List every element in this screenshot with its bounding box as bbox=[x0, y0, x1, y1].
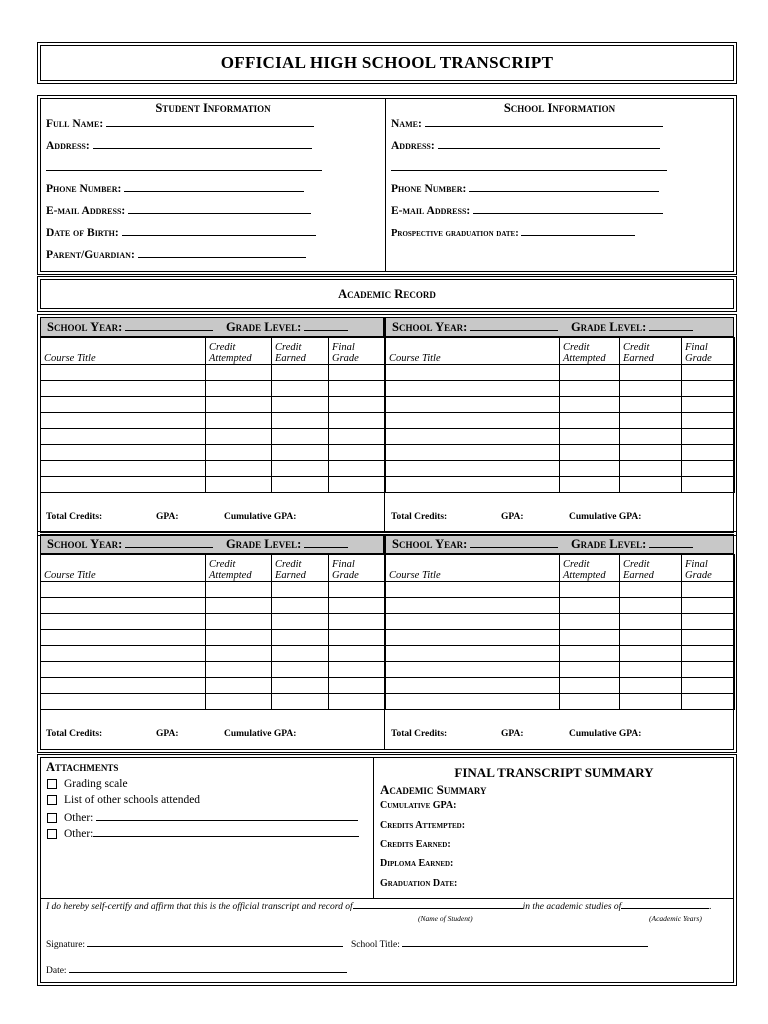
table-cell[interactable] bbox=[41, 646, 206, 662]
school-address-label: Address: bbox=[391, 138, 660, 152]
table-cell[interactable] bbox=[560, 662, 620, 678]
column-header: Credit Earned bbox=[272, 555, 329, 582]
table-row bbox=[41, 365, 385, 381]
table-row bbox=[41, 445, 385, 461]
table-row bbox=[386, 646, 735, 662]
column-header: Final Grade bbox=[682, 555, 735, 582]
table-cell[interactable] bbox=[272, 582, 329, 598]
table-cell[interactable] bbox=[206, 477, 272, 493]
school-phone-label: Phone Number: bbox=[391, 181, 659, 195]
table-row bbox=[41, 678, 385, 694]
total-credits-label: Total Credits: bbox=[391, 512, 448, 522]
checkbox-other-schools[interactable] bbox=[47, 795, 57, 805]
table-cell[interactable] bbox=[272, 630, 329, 646]
school-email-label: E-mail Address: bbox=[391, 203, 663, 217]
table-cell[interactable] bbox=[41, 694, 206, 710]
column-header: Credit Earned bbox=[620, 338, 682, 365]
table-cell[interactable] bbox=[41, 477, 206, 493]
table-cell[interactable] bbox=[206, 461, 272, 477]
table-row bbox=[41, 582, 385, 598]
table-cell[interactable] bbox=[682, 413, 735, 429]
column-header: Course Title bbox=[386, 555, 560, 582]
table-cell[interactable] bbox=[386, 630, 560, 646]
table-cell[interactable] bbox=[386, 646, 560, 662]
column-header: Credit Earned bbox=[620, 555, 682, 582]
table-cell[interactable] bbox=[620, 614, 682, 630]
table-cell[interactable] bbox=[329, 461, 385, 477]
table-cell[interactable] bbox=[560, 477, 620, 493]
table-cell[interactable] bbox=[682, 381, 735, 397]
parent-guardian-label: Parent/Guardian: bbox=[46, 247, 306, 261]
course-table-header bbox=[386, 555, 735, 582]
table-cell[interactable] bbox=[682, 582, 735, 598]
summary-cumulative-gpa: Cumulative GPA: bbox=[380, 800, 457, 811]
table-cell[interactable] bbox=[206, 614, 272, 630]
academic-years-note: (Academic Years) bbox=[649, 914, 702, 923]
table-row bbox=[41, 614, 385, 630]
table-row bbox=[41, 662, 385, 678]
table-cell[interactable] bbox=[560, 646, 620, 662]
table-cell[interactable] bbox=[620, 477, 682, 493]
table-row bbox=[386, 445, 735, 461]
table-cell[interactable] bbox=[620, 445, 682, 461]
table-cell[interactable] bbox=[41, 582, 206, 598]
checkbox-grading-scale[interactable] bbox=[47, 779, 57, 789]
table-row bbox=[386, 662, 735, 678]
table-cell[interactable] bbox=[560, 461, 620, 477]
school-address-line2 bbox=[391, 160, 667, 174]
course-table bbox=[385, 554, 735, 710]
summary-heading: FINAL TRANSCRIPT SUMMARY bbox=[454, 765, 654, 780]
certification-statement: I do hereby self-certify and affirm that this is the official transcript and record of in the academic studies of . bbox=[46, 902, 712, 912]
table-row bbox=[386, 429, 735, 445]
attachments-heading: Attachments bbox=[46, 760, 119, 774]
school-year-bar: School Year: Grade Level: bbox=[385, 534, 734, 554]
table-cell[interactable] bbox=[560, 582, 620, 598]
signature-label: Signature: bbox=[46, 938, 343, 950]
table-cell[interactable] bbox=[41, 397, 206, 413]
table-cell[interactable] bbox=[329, 646, 385, 662]
table-cell[interactable] bbox=[272, 694, 329, 710]
column-header: Credit Attempted bbox=[560, 555, 620, 582]
column-header: Course Title bbox=[41, 555, 206, 582]
table-cell[interactable] bbox=[682, 614, 735, 630]
table-cell[interactable] bbox=[620, 646, 682, 662]
table-cell[interactable] bbox=[206, 598, 272, 614]
table-cell[interactable] bbox=[329, 365, 385, 381]
table-cell[interactable] bbox=[41, 381, 206, 397]
phone-number-label: Phone Number: bbox=[46, 181, 304, 195]
school-info-heading: School Information bbox=[503, 101, 616, 115]
table-cell[interactable] bbox=[560, 694, 620, 710]
table-cell[interactable] bbox=[620, 397, 682, 413]
cumulative-gpa-label: Cumulative GPA: bbox=[569, 512, 642, 522]
student-address-label: Address: bbox=[46, 138, 312, 152]
table-row bbox=[386, 477, 735, 493]
table-cell[interactable] bbox=[206, 582, 272, 598]
table-row bbox=[386, 694, 735, 710]
table-row bbox=[41, 381, 385, 397]
attachment-item: Other: bbox=[47, 826, 359, 840]
table-cell[interactable] bbox=[682, 461, 735, 477]
summary-graduation-date: Graduation Date: bbox=[380, 878, 458, 889]
column-header: Course Title bbox=[386, 338, 560, 365]
table-cell[interactable] bbox=[386, 598, 560, 614]
table-row bbox=[41, 413, 385, 429]
column-header: Credit Attempted bbox=[206, 338, 272, 365]
student-info-heading: Student Information bbox=[155, 101, 271, 115]
table-cell[interactable] bbox=[206, 694, 272, 710]
graduation-date-label: Prospective graduation date: bbox=[391, 225, 635, 239]
table-cell[interactable] bbox=[272, 614, 329, 630]
table-cell[interactable] bbox=[620, 582, 682, 598]
school-year-bar: School Year: Grade Level: bbox=[385, 317, 734, 337]
table-cell[interactable] bbox=[620, 694, 682, 710]
attachments-box bbox=[40, 757, 734, 983]
table-row bbox=[386, 678, 735, 694]
table-cell[interactable] bbox=[386, 582, 560, 598]
full-name-label: Full Name: bbox=[46, 116, 314, 130]
table-cell[interactable] bbox=[329, 413, 385, 429]
table-cell[interactable] bbox=[272, 477, 329, 493]
course-table bbox=[40, 337, 385, 493]
table-row bbox=[41, 429, 385, 445]
table-cell[interactable] bbox=[386, 461, 560, 477]
table-cell[interactable] bbox=[272, 365, 329, 381]
gpa-label: GPA: bbox=[156, 729, 179, 739]
table-cell[interactable] bbox=[682, 429, 735, 445]
attachment-item: Other: bbox=[47, 810, 358, 824]
table-cell[interactable] bbox=[41, 413, 206, 429]
table-cell[interactable] bbox=[560, 614, 620, 630]
table-row bbox=[386, 461, 735, 477]
table-cell[interactable] bbox=[560, 678, 620, 694]
summary-credits-attempted: Credits Attempted: bbox=[380, 820, 466, 831]
academic-summary-heading: Academic Summary bbox=[380, 782, 487, 797]
cumulative-gpa-label: Cumulative GPA: bbox=[569, 729, 642, 739]
table-cell[interactable] bbox=[329, 381, 385, 397]
attachment-item: Grading scale bbox=[47, 778, 128, 790]
table-cell[interactable] bbox=[206, 662, 272, 678]
table-cell[interactable] bbox=[41, 365, 206, 381]
table-cell[interactable] bbox=[682, 445, 735, 461]
table-cell[interactable] bbox=[560, 429, 620, 445]
table-cell[interactable] bbox=[682, 662, 735, 678]
table-cell[interactable] bbox=[272, 461, 329, 477]
date-of-birth-label: Date of Birth: bbox=[46, 225, 316, 239]
table-cell[interactable] bbox=[206, 630, 272, 646]
table-row bbox=[41, 477, 385, 493]
attachment-item: List of other schools attended bbox=[47, 794, 200, 806]
course-table bbox=[385, 337, 735, 493]
table-cell[interactable] bbox=[329, 397, 385, 413]
table-cell[interactable] bbox=[272, 381, 329, 397]
course-table bbox=[40, 554, 385, 710]
table-cell[interactable] bbox=[620, 662, 682, 678]
info-divider bbox=[385, 99, 386, 271]
course-table-header bbox=[41, 555, 385, 582]
column-header: Final Grade bbox=[329, 338, 385, 365]
table-cell[interactable] bbox=[329, 678, 385, 694]
column-header: Final Grade bbox=[682, 338, 735, 365]
table-cell[interactable] bbox=[41, 630, 206, 646]
academic-record-heading: Academic Record bbox=[338, 287, 436, 301]
table-row bbox=[386, 582, 735, 598]
column-header: Credit Attempted bbox=[560, 338, 620, 365]
table-row bbox=[386, 381, 735, 397]
column-header: Course Title bbox=[41, 338, 206, 365]
table-cell[interactable] bbox=[329, 582, 385, 598]
school-title-label: School Title: bbox=[351, 938, 648, 950]
table-cell[interactable] bbox=[620, 429, 682, 445]
table-cell[interactable] bbox=[560, 598, 620, 614]
certification-divider bbox=[41, 898, 733, 899]
cumulative-gpa-label: Cumulative GPA: bbox=[224, 512, 297, 522]
course-table-header bbox=[386, 338, 735, 365]
table-cell[interactable] bbox=[620, 381, 682, 397]
table-cell[interactable] bbox=[206, 429, 272, 445]
column-header: Credit Attempted bbox=[206, 555, 272, 582]
school-year-bar: School Year: Grade Level: bbox=[40, 534, 384, 554]
table-cell[interactable] bbox=[620, 598, 682, 614]
table-cell[interactable] bbox=[272, 429, 329, 445]
table-cell[interactable] bbox=[682, 694, 735, 710]
gpa-label: GPA: bbox=[156, 512, 179, 522]
student-address-line2 bbox=[46, 160, 322, 174]
table-row bbox=[41, 397, 385, 413]
table-cell[interactable] bbox=[329, 477, 385, 493]
table-cell[interactable] bbox=[682, 365, 735, 381]
table-cell[interactable] bbox=[41, 614, 206, 630]
table-row bbox=[386, 413, 735, 429]
table-cell[interactable] bbox=[272, 445, 329, 461]
course-table-header bbox=[41, 338, 385, 365]
table-cell[interactable] bbox=[206, 413, 272, 429]
total-credits-label: Total Credits: bbox=[46, 729, 103, 739]
table-cell[interactable] bbox=[386, 662, 560, 678]
school-name-label: Name: bbox=[391, 116, 663, 130]
table-row bbox=[386, 630, 735, 646]
table-cell[interactable] bbox=[206, 646, 272, 662]
table-cell[interactable] bbox=[682, 646, 735, 662]
table-cell[interactable] bbox=[560, 397, 620, 413]
academic-record-box bbox=[40, 279, 734, 309]
checkbox-other-1[interactable] bbox=[47, 813, 57, 823]
table-cell[interactable] bbox=[386, 413, 560, 429]
column-header: Credit Earned bbox=[272, 338, 329, 365]
table-row bbox=[386, 365, 735, 381]
table-cell[interactable] bbox=[560, 413, 620, 429]
total-credits-label: Total Credits: bbox=[46, 512, 103, 522]
table-cell[interactable] bbox=[560, 365, 620, 381]
table-cell[interactable] bbox=[386, 477, 560, 493]
table-row bbox=[41, 646, 385, 662]
name-of-student-note: (Name of Student) bbox=[418, 914, 473, 923]
table-cell[interactable] bbox=[329, 429, 385, 445]
gpa-label: GPA: bbox=[501, 729, 524, 739]
table-cell[interactable] bbox=[682, 630, 735, 646]
year-block-divider bbox=[384, 317, 385, 533]
info-box bbox=[40, 98, 734, 272]
table-cell[interactable] bbox=[682, 598, 735, 614]
table-cell[interactable] bbox=[682, 477, 735, 493]
date-label: Date: bbox=[46, 964, 347, 976]
table-cell[interactable] bbox=[620, 678, 682, 694]
table-cell[interactable] bbox=[620, 630, 682, 646]
table-cell[interactable] bbox=[386, 397, 560, 413]
table-cell[interactable] bbox=[329, 694, 385, 710]
table-cell[interactable] bbox=[41, 598, 206, 614]
table-cell[interactable] bbox=[329, 445, 385, 461]
summary-credits-earned: Credits Earned: bbox=[380, 839, 451, 850]
table-cell[interactable] bbox=[272, 678, 329, 694]
table-cell[interactable] bbox=[41, 461, 206, 477]
table-cell[interactable] bbox=[206, 445, 272, 461]
table-cell[interactable] bbox=[386, 365, 560, 381]
table-row bbox=[386, 614, 735, 630]
table-cell[interactable] bbox=[329, 662, 385, 678]
table-cell[interactable] bbox=[620, 365, 682, 381]
table-cell[interactable] bbox=[682, 397, 735, 413]
table-cell[interactable] bbox=[386, 614, 560, 630]
title-box bbox=[40, 45, 734, 81]
table-cell[interactable] bbox=[386, 381, 560, 397]
summary-diploma-earned: Diploma Earned: bbox=[380, 858, 454, 869]
email-address-label: E-mail Address: bbox=[46, 203, 311, 217]
table-row bbox=[41, 630, 385, 646]
checkbox-other-2[interactable] bbox=[47, 829, 57, 839]
column-header: Final Grade bbox=[329, 555, 385, 582]
year-block-divider bbox=[384, 534, 385, 750]
page-title: OFFICIAL HIGH SCHOOL TRANSCRIPT bbox=[220, 53, 554, 72]
table-cell[interactable] bbox=[41, 445, 206, 461]
table-cell[interactable] bbox=[272, 413, 329, 429]
table-cell[interactable] bbox=[386, 429, 560, 445]
table-cell[interactable] bbox=[560, 381, 620, 397]
table-cell[interactable] bbox=[272, 662, 329, 678]
table-cell[interactable] bbox=[206, 381, 272, 397]
table-cell[interactable] bbox=[620, 413, 682, 429]
table-row bbox=[386, 598, 735, 614]
table-row bbox=[41, 598, 385, 614]
table-row bbox=[386, 397, 735, 413]
table-cell[interactable] bbox=[41, 678, 206, 694]
cumulative-gpa-label: Cumulative GPA: bbox=[224, 729, 297, 739]
gpa-label: GPA: bbox=[501, 512, 524, 522]
table-cell[interactable] bbox=[329, 630, 385, 646]
table-cell[interactable] bbox=[272, 598, 329, 614]
table-cell[interactable] bbox=[206, 678, 272, 694]
table-row bbox=[41, 694, 385, 710]
table-cell[interactable] bbox=[206, 365, 272, 381]
total-credits-label: Total Credits: bbox=[391, 729, 448, 739]
table-cell[interactable] bbox=[41, 662, 206, 678]
table-row bbox=[41, 461, 385, 477]
table-cell[interactable] bbox=[272, 397, 329, 413]
table-cell[interactable] bbox=[620, 461, 682, 477]
school-year-bar: School Year: Grade Level: bbox=[40, 317, 384, 337]
table-cell[interactable] bbox=[560, 445, 620, 461]
table-cell[interactable] bbox=[329, 614, 385, 630]
table-cell[interactable] bbox=[386, 445, 560, 461]
table-cell[interactable] bbox=[329, 598, 385, 614]
table-cell[interactable] bbox=[272, 646, 329, 662]
table-cell[interactable] bbox=[386, 678, 560, 694]
table-cell[interactable] bbox=[206, 397, 272, 413]
table-cell[interactable] bbox=[560, 630, 620, 646]
table-cell[interactable] bbox=[41, 429, 206, 445]
table-cell[interactable] bbox=[682, 678, 735, 694]
table-cell[interactable] bbox=[386, 694, 560, 710]
